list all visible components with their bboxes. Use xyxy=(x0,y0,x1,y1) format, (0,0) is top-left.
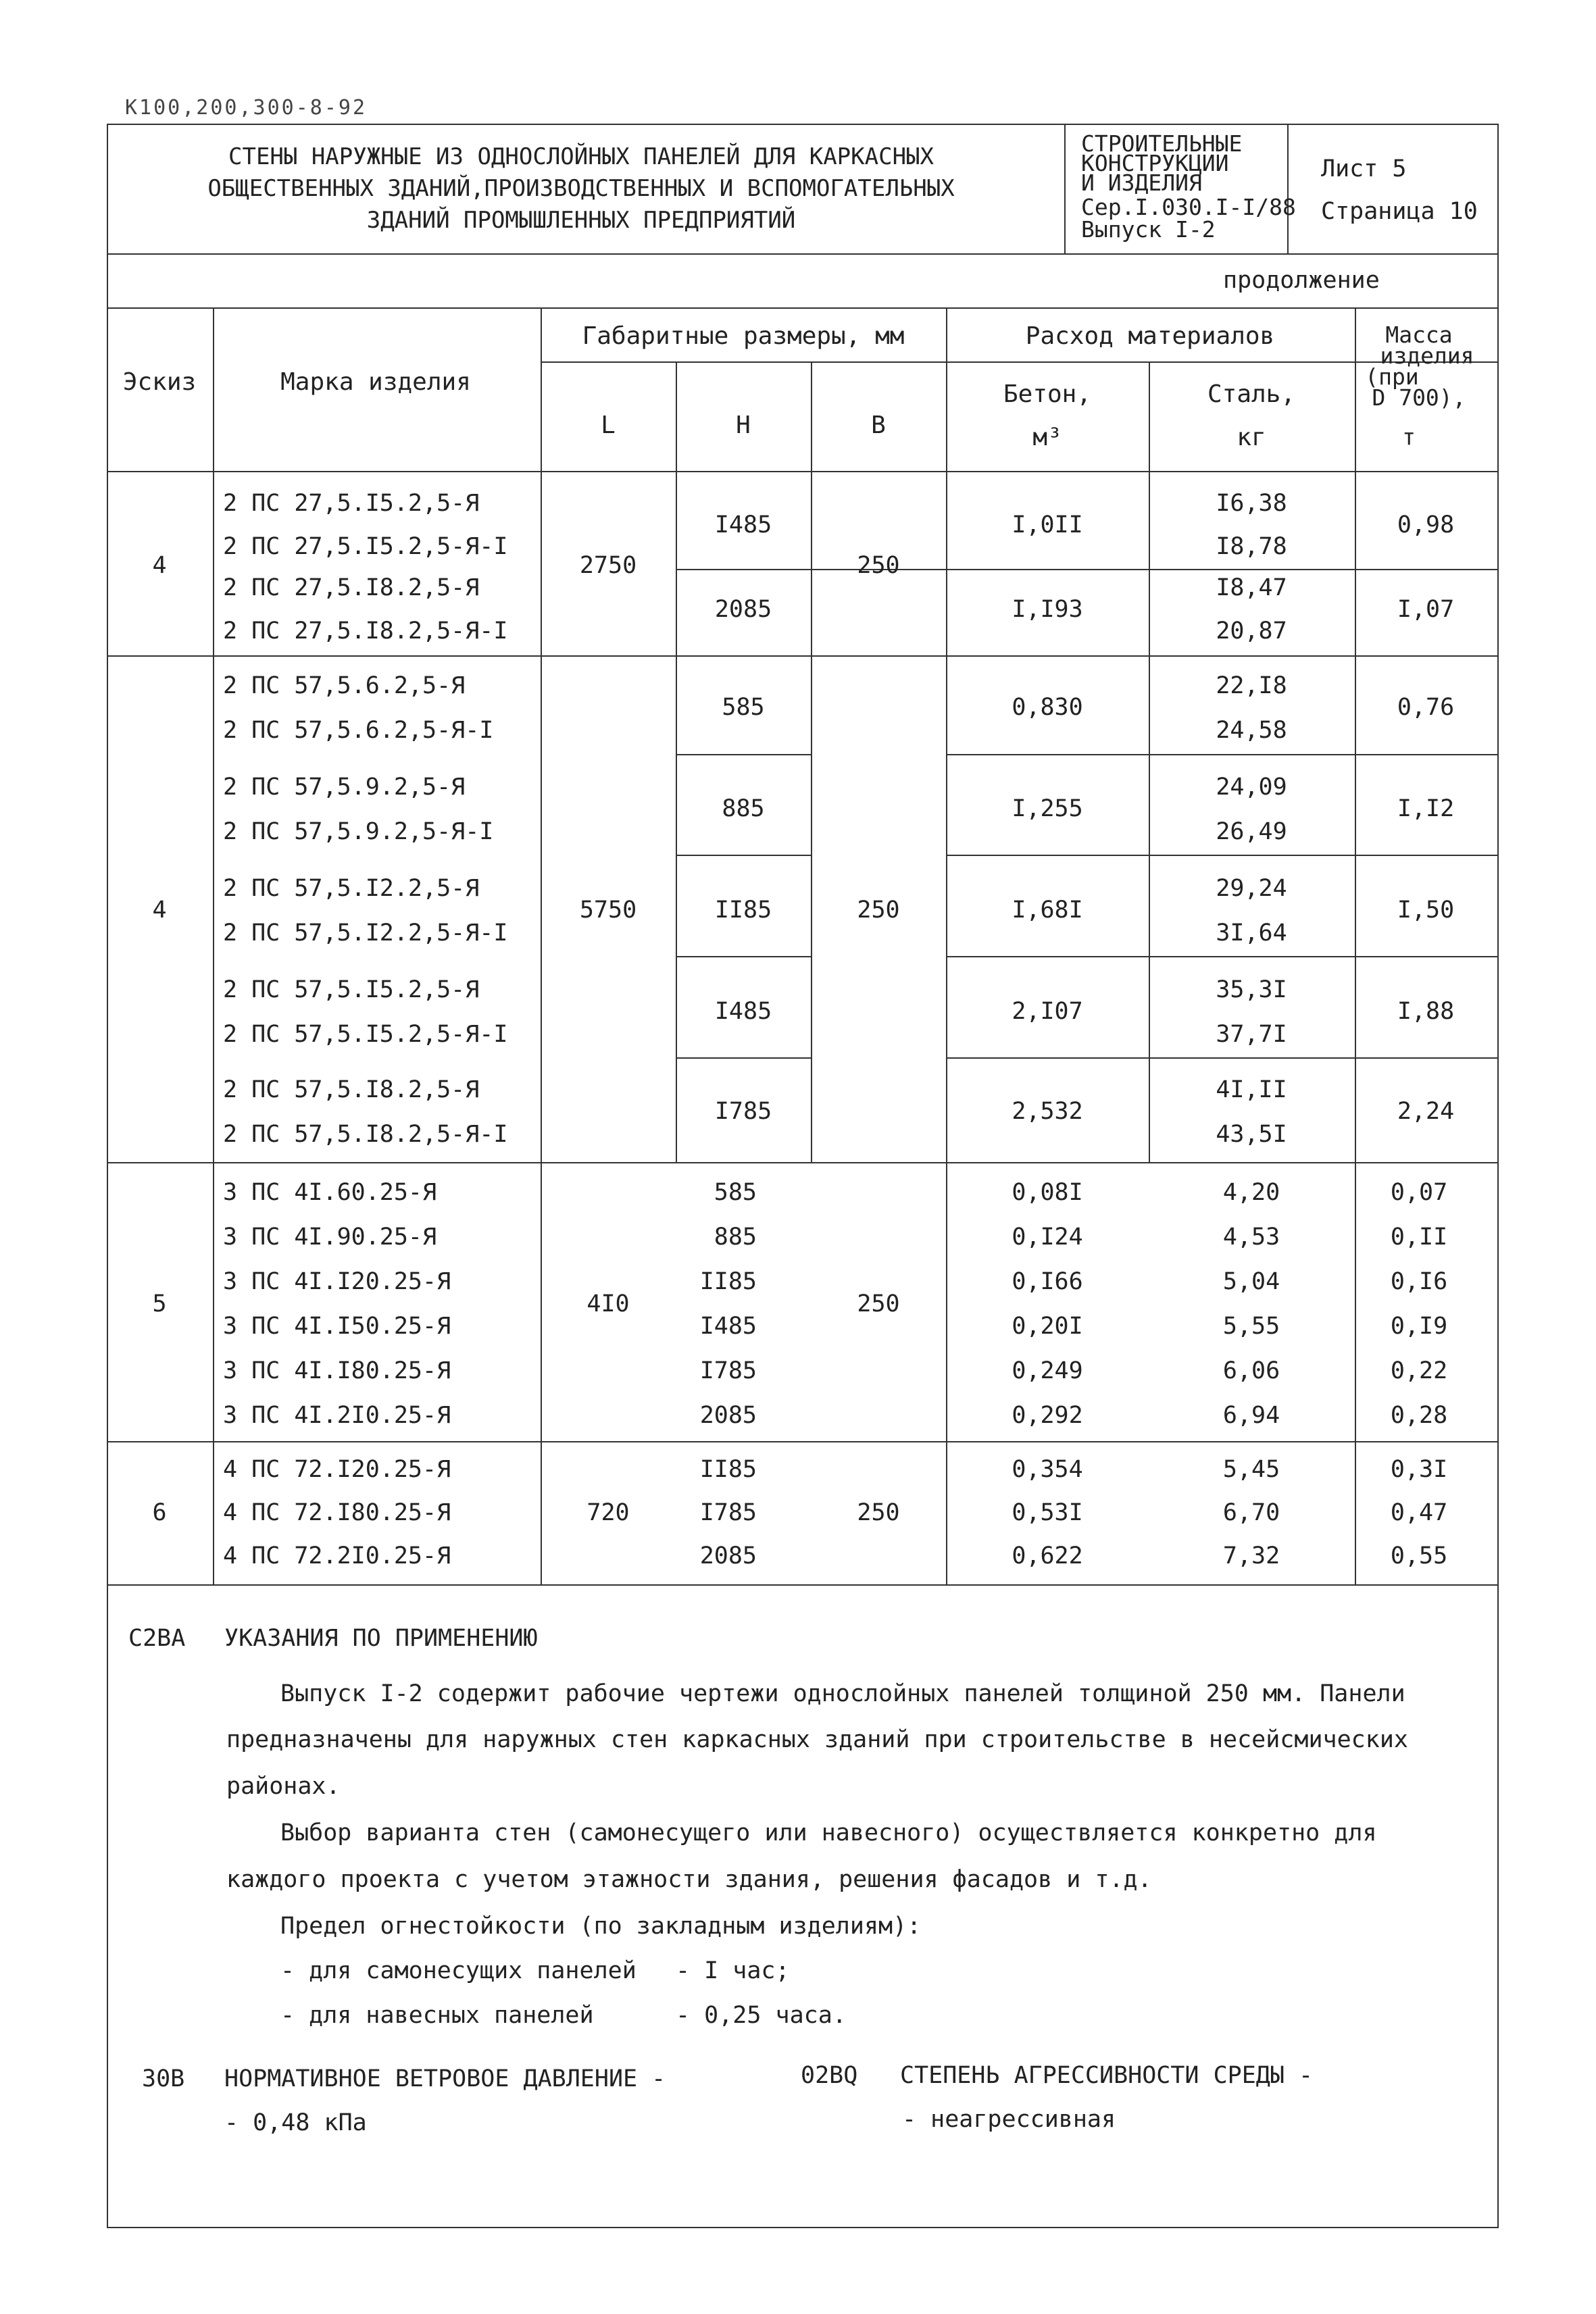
sheet-number: Лист 5 xyxy=(1321,155,1407,182)
mass-cell: 0,28 xyxy=(1390,1402,1448,1429)
col-line xyxy=(1149,361,1150,471)
steel-cell: 37,7I xyxy=(1216,1021,1287,1048)
col-mass-line: (при xyxy=(1365,363,1419,390)
concrete-cell: I,255 xyxy=(1012,795,1083,822)
H-cell: 585 xyxy=(722,694,765,721)
col-line xyxy=(811,655,812,1162)
concrete-cell: 0,I24 xyxy=(1012,1224,1083,1251)
divider xyxy=(1287,124,1289,253)
group-divider xyxy=(107,1441,1499,1442)
row-divider xyxy=(676,754,811,755)
col-concrete: Бетон, xyxy=(1003,380,1092,408)
notes-line: предназначены для наружных стен каркасных зданий при строительстве в несейсмических xyxy=(226,1726,1408,1753)
mark-cell: 3 ПС 4I.90.25-Я xyxy=(223,1224,437,1251)
notes-heading: УКАЗАНИЯ ПО ПРИМЕНЕНИЮ xyxy=(224,1625,538,1652)
row-divider xyxy=(676,855,811,856)
wind-label: НОРМАТИВНОЕ ВЕТРОВОЕ ДАВЛЕНИЕ - xyxy=(224,2065,666,2092)
col-line xyxy=(213,307,214,1584)
mass-cell: 0,I6 xyxy=(1390,1268,1448,1295)
fire-value: - I час; xyxy=(676,1957,790,1984)
col-materials: Расход материалов xyxy=(1025,322,1275,350)
H-cell: 885 xyxy=(714,1224,757,1251)
col-line xyxy=(541,307,542,1584)
H-cell: I485 xyxy=(714,511,772,538)
steel-cell: 20,87 xyxy=(1216,618,1287,645)
H-cell: II85 xyxy=(699,1456,757,1483)
H-cell: 585 xyxy=(714,1179,757,1206)
divider xyxy=(107,253,1499,255)
steel-cell: 6,94 xyxy=(1222,1402,1280,1429)
notes-line: Выпуск I-2 содержит рабочие чертежи однослойных панелей толщиной 250 мм. Панели xyxy=(280,1680,1405,1707)
concrete-cell: 0,08I xyxy=(1012,1179,1083,1206)
doc-title-line-2: ОБЩЕСТВЕННЫХ ЗДАНИЙ,ПРОИЗВОДСТВЕННЫХ И ВСПОМОГАТЕЛЬНЫХ xyxy=(207,175,955,202)
col-line xyxy=(811,361,812,471)
B-cell: 250 xyxy=(857,897,900,924)
mark-cell: 2 ПС 57,5.I2.2,5-Я-I xyxy=(223,920,508,947)
H-cell: I785 xyxy=(699,1499,757,1526)
steel-cell: 4I,II xyxy=(1216,1076,1287,1103)
col-line xyxy=(676,655,677,1162)
H-cell: 2085 xyxy=(714,596,772,623)
steel-cell: 3I,64 xyxy=(1216,920,1287,947)
mass-cell: I,88 xyxy=(1397,998,1455,1025)
H-cell: I485 xyxy=(699,1313,757,1340)
concrete-cell: 0,292 xyxy=(1012,1402,1083,1429)
col-mass-line: изделия xyxy=(1380,343,1474,369)
mark-cell: 3 ПС 4I.I50.25-Я xyxy=(223,1313,451,1340)
mass-cell: 0,47 xyxy=(1390,1499,1448,1526)
col-B: В xyxy=(871,411,886,439)
steel-cell: I6,38 xyxy=(1216,490,1287,517)
concrete-cell: I,0II xyxy=(1012,511,1083,538)
col-line xyxy=(676,471,677,655)
mark-cell: 2 ПС 57,5.I8.2,5-Я xyxy=(223,1076,480,1103)
sketch-cell: 6 xyxy=(152,1499,167,1526)
series-line-2: КОНСТРУКЦИИ xyxy=(1081,150,1229,176)
mass-cell: 0,22 xyxy=(1390,1357,1448,1384)
steel-cell: 26,49 xyxy=(1216,818,1287,845)
col-sketch: Эскиз xyxy=(122,368,197,396)
row-divider xyxy=(946,1057,1499,1059)
mark-cell: 3 ПС 4I.I20.25-Я xyxy=(223,1268,451,1295)
wind-value: - 0,48 кПа xyxy=(224,2109,367,2136)
B-cell: 250 xyxy=(857,552,900,579)
mass-cell: 0,07 xyxy=(1390,1179,1448,1206)
col-line xyxy=(1149,655,1150,1162)
col-line xyxy=(946,307,947,1584)
mass-cell: 0,3I xyxy=(1390,1456,1448,1483)
col-line xyxy=(811,471,812,655)
col-mass-unit: т xyxy=(1402,424,1416,450)
steel-cell: 35,3I xyxy=(1216,976,1287,1003)
series-code: Сер.I.030.I-I/88 xyxy=(1081,194,1296,220)
mark-cell: 4 ПС 72.I20.25-Я xyxy=(223,1456,451,1483)
L-cell: 720 xyxy=(587,1499,630,1526)
col-dimensions: Габаритные размеры, мм xyxy=(582,322,905,350)
H-cell: II85 xyxy=(699,1268,757,1295)
concrete-cell: 0,I66 xyxy=(1012,1268,1083,1295)
col-line xyxy=(676,361,677,471)
H-cell: II85 xyxy=(714,897,772,924)
H-cell: I785 xyxy=(714,1098,772,1125)
H-cell: I485 xyxy=(714,998,772,1025)
env-value: - неагрессивная xyxy=(902,2106,1116,2133)
page-number: Страница 10 xyxy=(1321,198,1478,225)
mass-cell: 0,98 xyxy=(1397,511,1455,538)
issue-number: Выпуск I-2 xyxy=(1081,216,1216,243)
steel-cell: I8,78 xyxy=(1216,533,1287,560)
concrete-cell: 0,249 xyxy=(1012,1357,1083,1384)
B-cell: 250 xyxy=(857,1499,900,1526)
doc-title-line-3: ЗДАНИЙ ПРОМЫШЛЕННЫХ ПРЕДПРИЯТИЙ xyxy=(366,207,796,234)
steel-cell: 24,09 xyxy=(1216,774,1287,801)
mass-cell: 0,76 xyxy=(1397,694,1455,721)
row-divider xyxy=(946,754,1499,755)
wind-code: 30В xyxy=(142,2065,185,2092)
H-cell: 885 xyxy=(722,795,765,822)
steel-cell: 5,55 xyxy=(1222,1313,1280,1340)
divider xyxy=(107,307,1499,309)
fire-label: - для самонесущих панелей xyxy=(280,1957,637,1984)
env-label: СТЕПЕНЬ АГРЕССИВНОСТИ СРЕДЫ - xyxy=(900,2062,1314,2089)
notes-code: С2ВА xyxy=(128,1625,186,1652)
col-steel-unit: кг xyxy=(1237,424,1266,451)
mark-cell: 3 ПС 4I.60.25-Я xyxy=(223,1179,437,1206)
mass-cell: I,07 xyxy=(1397,596,1455,623)
col-H: Н xyxy=(736,411,751,439)
group-divider xyxy=(107,1162,1499,1163)
col-mass: Масса xyxy=(1385,322,1453,348)
sketch-cell: 5 xyxy=(152,1290,167,1317)
mass-cell: 0,55 xyxy=(1390,1542,1448,1569)
concrete-cell: 0,354 xyxy=(1012,1456,1083,1483)
mark-cell: 2 ПС 57,5.6.2,5-Я xyxy=(223,672,466,699)
H-cell: 2085 xyxy=(699,1402,757,1429)
concrete-cell: 0,53I xyxy=(1012,1499,1083,1526)
concrete-cell: 2,I07 xyxy=(1012,998,1083,1025)
concrete-cell: 0,622 xyxy=(1012,1542,1083,1569)
concrete-cell: I,I93 xyxy=(1012,596,1083,623)
mass-cell: 0,I9 xyxy=(1390,1313,1448,1340)
mark-cell: 2 ПС 27,5.I8.2,5-Я xyxy=(223,574,480,601)
sketch-cell: 4 xyxy=(152,552,167,579)
row-divider xyxy=(676,569,1499,570)
notes-line: каждого проекта с учетом этажности здания, решения фасадов и т.д. xyxy=(226,1866,1152,1893)
mark-cell: 4 ПС 72.I80.25-Я xyxy=(223,1499,451,1526)
table-bottom xyxy=(107,1584,1499,1586)
B-cell: 250 xyxy=(857,1290,900,1317)
mark-cell: 3 ПС 4I.2I0.25-Я xyxy=(223,1402,451,1429)
H-cell: 2085 xyxy=(699,1542,757,1569)
steel-cell: 6,06 xyxy=(1222,1357,1280,1384)
concrete-cell: 2,532 xyxy=(1012,1098,1083,1125)
row-divider xyxy=(946,956,1499,957)
mark-cell: 4 ПС 72.2I0.25-Я xyxy=(223,1542,451,1569)
mark-cell: 2 ПС 27,5.I8.2,5-Я-I xyxy=(223,618,508,645)
steel-cell: 43,5I xyxy=(1216,1121,1287,1148)
row-divider xyxy=(946,855,1499,856)
fire-label: - для навесных панелей xyxy=(280,2002,594,2029)
document-code: К100,200,300-8-92 xyxy=(125,96,368,120)
mass-cell: I,50 xyxy=(1397,897,1455,924)
concrete-cell: I,68I xyxy=(1012,897,1083,924)
col-mark: Марка изделия xyxy=(280,368,471,396)
mark-cell: 2 ПС 57,5.I2.2,5-Я xyxy=(223,875,480,902)
mark-cell: 2 ПС 57,5.6.2,5-Я-I xyxy=(223,717,494,744)
steel-cell: I8,47 xyxy=(1216,574,1287,601)
header-bottom xyxy=(107,471,1499,472)
mass-cell: I,I2 xyxy=(1397,795,1455,822)
L-cell: 5750 xyxy=(579,897,637,924)
mark-cell: 2 ПС 57,5.9.2,5-Я xyxy=(223,774,466,801)
notes-line: районах. xyxy=(226,1773,341,1800)
mark-cell: 2 ПС 57,5.I5.2,5-Я xyxy=(223,976,480,1003)
col-L: L xyxy=(601,411,616,439)
notes-line: Выбор варианта стен (самонесущего или навесного) осуществляется конкретно для xyxy=(280,1819,1377,1846)
steel-cell: 24,58 xyxy=(1216,717,1287,744)
col-mass-line: D 700), xyxy=(1372,384,1466,411)
notes-line: Предел огнестойкости (по закладным изделиям): xyxy=(280,1913,922,1940)
steel-cell: 22,I8 xyxy=(1216,672,1287,699)
steel-cell: 29,24 xyxy=(1216,875,1287,902)
col-line xyxy=(1149,471,1150,655)
col-concrete-unit: м³ xyxy=(1032,424,1062,451)
mass-cell: 2,24 xyxy=(1397,1098,1455,1125)
mark-cell: 2 ПС 27,5.I5.2,5-Я xyxy=(223,490,480,517)
env-code: 02ВQ xyxy=(801,2062,858,2089)
row-divider xyxy=(676,1057,811,1059)
steel-cell: 6,70 xyxy=(1222,1499,1280,1526)
mark-cell: 2 ПС 27,5.I5.2,5-Я-I xyxy=(223,533,508,560)
mark-cell: 2 ПС 57,5.9.2,5-Я-I xyxy=(223,818,494,845)
mark-cell: 2 ПС 57,5.I5.2,5-Я-I xyxy=(223,1021,508,1048)
concrete-cell: 0,830 xyxy=(1012,694,1083,721)
steel-cell: 4,20 xyxy=(1222,1179,1280,1206)
mark-cell: 2 ПС 57,5.I8.2,5-Я-I xyxy=(223,1121,508,1148)
H-cell: I785 xyxy=(699,1357,757,1384)
steel-cell: 4,53 xyxy=(1222,1224,1280,1251)
divider xyxy=(1064,124,1066,253)
concrete-cell: 0,20I xyxy=(1012,1313,1083,1340)
mass-cell: 0,II xyxy=(1390,1224,1448,1251)
col-steel: Сталь, xyxy=(1207,380,1296,408)
series-line-3: И ИЗДЕЛИЯ xyxy=(1081,170,1202,196)
steel-cell: 7,32 xyxy=(1222,1542,1280,1569)
continuation-label: продолжение xyxy=(1223,267,1380,294)
row-divider xyxy=(676,956,811,957)
mark-cell: 3 ПС 4I.I80.25-Я xyxy=(223,1357,451,1384)
steel-cell: 5,45 xyxy=(1222,1456,1280,1483)
sketch-cell: 4 xyxy=(152,897,167,924)
col-line xyxy=(1355,307,1356,1584)
L-cell: 4I0 xyxy=(587,1290,630,1317)
series-line-1: СТРОИТЕЛЬНЫЕ xyxy=(1081,130,1243,157)
doc-title-line-1: СТЕНЫ НАРУЖНЫЕ ИЗ ОДНОСЛОЙНЫХ ПАНЕЛЕЙ ДЛЯ КАРКАСНЫХ xyxy=(228,143,934,170)
steel-cell: 5,04 xyxy=(1222,1268,1280,1295)
group-divider xyxy=(107,655,1499,657)
L-cell: 2750 xyxy=(579,552,637,579)
fire-value: - 0,25 часа. xyxy=(676,2002,847,2029)
